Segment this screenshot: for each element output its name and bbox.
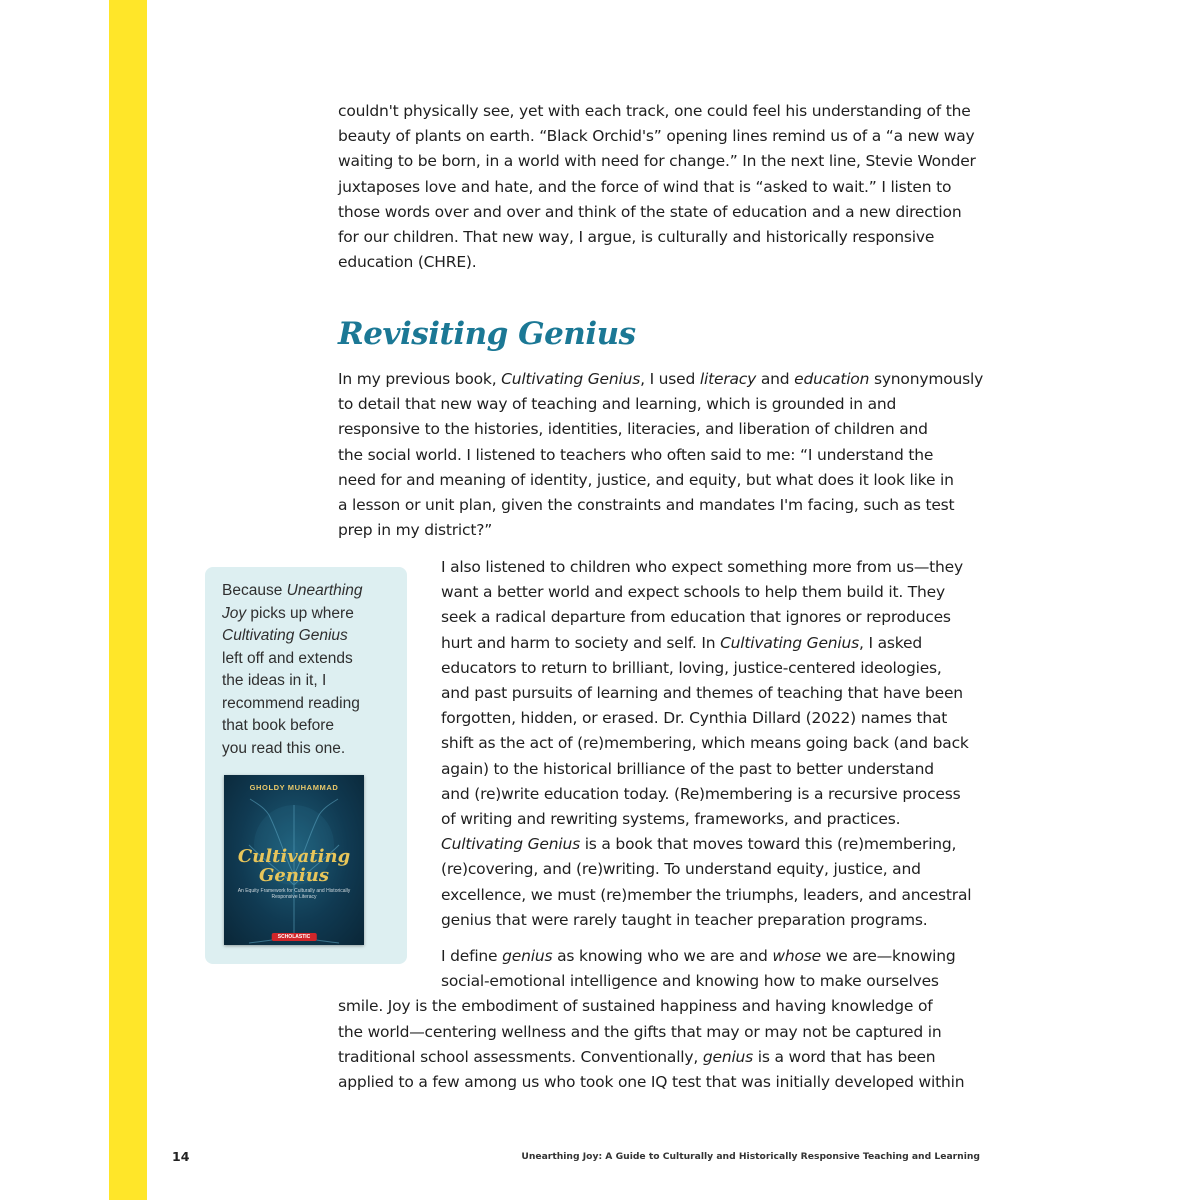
paragraph-previous-book xyxy=(338,367,988,543)
cover-title xyxy=(224,847,364,885)
italic-text: Unearthing xyxy=(286,582,363,599)
text-run: hurt and harm to society and self. In xyxy=(441,633,721,652)
text-run: applied to a few among us who took one IQ test that was initially developed within xyxy=(338,1073,965,1092)
italic-text: education xyxy=(794,370,870,388)
text-run: that book before xyxy=(222,717,335,734)
text-run: recommend reading xyxy=(222,694,360,712)
text-run: left off and extends xyxy=(222,649,353,667)
text-line xyxy=(441,883,1001,908)
text-run: genius that were rarely taught in teacher preparation programs. xyxy=(441,910,928,929)
sidebar-note xyxy=(222,580,402,760)
text-line: for our children. That new way, I argue, is culturally and historically responsive xyxy=(338,228,935,247)
text-run: a lesson or unit plan, given the constraints and mandates I'm facing, such as test xyxy=(338,496,955,515)
text-line xyxy=(338,969,998,994)
text-line xyxy=(441,857,1001,882)
text-run: again) to the historical brilliance of the past to better understand xyxy=(441,759,934,778)
text-line xyxy=(441,681,1001,706)
text-line: those words over and over and think of the state of education and a new direction xyxy=(338,202,962,221)
text-line xyxy=(338,944,998,969)
text-line xyxy=(338,443,988,468)
text-line xyxy=(222,693,402,716)
text-run: and xyxy=(756,370,795,388)
text-run: we are—knowing xyxy=(820,947,956,965)
opening-paragraph xyxy=(338,99,988,275)
text-line xyxy=(222,625,402,648)
text-line xyxy=(441,832,1001,857)
text-line xyxy=(222,648,402,671)
text-line: education (CHRE). xyxy=(338,253,477,272)
text-run: the ideas in it, I xyxy=(222,672,327,689)
text-run: responsive to the histories, identities, literacies, and liberation of children and xyxy=(338,420,928,439)
italic-text: Cultivating Genius xyxy=(501,370,641,388)
italic-text: genius xyxy=(702,1047,754,1066)
text-line xyxy=(441,631,1001,656)
text-line xyxy=(441,757,1001,782)
text-run: smile. Joy is the embodiment of sustained happiness and having knowledge of xyxy=(338,997,933,1016)
text-run: I also listened to children who expect something more from us—they xyxy=(441,558,963,576)
cover-author: GHOLDY MUHAMMAD xyxy=(249,783,339,792)
text-run: social-emotional intelligence and knowing how to make ourselves xyxy=(441,972,939,991)
text-line xyxy=(222,738,402,761)
text-line xyxy=(441,782,1001,807)
text-line xyxy=(338,1070,998,1095)
text-line xyxy=(441,605,1001,630)
italic-text: Cultivating Genius xyxy=(222,627,348,644)
text-run: prep in my district?” xyxy=(338,521,493,540)
text-line xyxy=(441,555,1001,580)
italic-text: Cultivating Genius xyxy=(720,633,860,652)
cover-title-line: Genius xyxy=(259,865,329,886)
text-line xyxy=(338,417,988,442)
text-line: waiting to be born, in a world with need for change.” In the next line, Stevie Wonder xyxy=(338,152,976,171)
text-run: excellence, we must (re)member the triumphs, leaders, and ancestral xyxy=(441,885,972,904)
italic-text: Cultivating Genius xyxy=(441,835,580,854)
italic-text: whose xyxy=(772,947,821,965)
text-run: and (re)write education today. (Re)membering is a recursive process xyxy=(441,784,961,803)
book-cover-image xyxy=(224,775,364,945)
text-run: the world—centering wellness and the gifts that may or may not be captured in xyxy=(338,1022,942,1041)
text-line xyxy=(441,706,1001,731)
text-run: synonymously xyxy=(869,370,984,388)
text-line xyxy=(338,468,988,493)
text-run: In my previous book, xyxy=(338,370,502,388)
text-run: , I asked xyxy=(859,633,922,652)
text-line: beauty of plants on earth. “Black Orchid's” opening lines remind us of a “a new way xyxy=(338,127,975,146)
text-run: I define xyxy=(441,947,503,965)
text-run: (re)covering, and (re)writing. To understand equity, justice, and xyxy=(441,860,921,879)
text-line xyxy=(441,731,1001,756)
text-line xyxy=(441,580,1001,605)
text-line xyxy=(222,580,402,603)
section-heading: Revisiting Genius xyxy=(338,316,636,352)
text-line xyxy=(338,994,998,1019)
cover-subtitle: An Equity Framework for Culturally and Historically Responsive Literacy xyxy=(237,888,351,900)
text-run: want a better world and expect schools to help them build it. They xyxy=(441,583,945,602)
text-line xyxy=(441,908,1001,933)
paragraph-children xyxy=(441,555,1001,933)
text-run: educators to return to brilliant, loving, justice-centered ideologies, xyxy=(441,658,942,677)
yellow-spine-bar xyxy=(109,0,147,1200)
italic-text: Joy xyxy=(222,604,247,622)
text-line xyxy=(222,603,402,626)
text-run: need for and meaning of identity, justice, and equity, but what does it look like in xyxy=(338,470,954,489)
text-line xyxy=(338,367,988,392)
text-line xyxy=(338,493,988,518)
text-line xyxy=(441,807,1001,832)
running-footer: Unearthing Joy: A Guide to Culturally and Historically Responsive Teaching and Learning xyxy=(521,1151,980,1162)
text-run: you read this one. xyxy=(222,739,346,757)
text-run: picks up where xyxy=(246,604,354,622)
text-line xyxy=(222,715,402,738)
paragraph-define-genius xyxy=(338,944,998,1095)
text-run: , I used xyxy=(640,370,700,388)
text-run: and past pursuits of learning and themes of teaching that have been xyxy=(441,684,963,703)
text-run: is a word that has been xyxy=(753,1047,936,1066)
text-line xyxy=(338,518,988,543)
text-run: traditional school assessments. Conventionally, xyxy=(338,1047,703,1066)
text-line xyxy=(338,1020,998,1045)
text-run: of writing and rewriting systems, frameworks, and practices. xyxy=(441,810,901,829)
text-line xyxy=(222,670,402,693)
publisher-logo: SCHOLASTIC xyxy=(272,933,317,941)
text-line xyxy=(338,1045,998,1070)
text-run: shift as the act of (re)membering, which means going back (and back xyxy=(441,734,969,753)
text-run: as knowing who we are and xyxy=(552,947,773,965)
italic-text: literacy xyxy=(699,370,757,388)
page-number: 14 xyxy=(172,1149,190,1164)
text-line xyxy=(441,656,1001,681)
text-line xyxy=(338,392,988,417)
text-run: seek a radical departure from education that ignores or reproduces xyxy=(441,608,951,627)
italic-text: genius xyxy=(502,947,553,965)
text-run: the social world. I listened to teachers who often said to me: “I understand the xyxy=(338,445,934,464)
text-run: Because xyxy=(222,582,287,599)
text-run: forgotten, hidden, or erased. Dr. Cynthia Dillard (2022) names that xyxy=(441,709,948,728)
text-line: couldn't physically see, yet with each track, one could feel his understanding of the xyxy=(338,102,971,120)
text-line: juxtaposes love and hate, and the force of wind that is “asked to wait.” I listen to xyxy=(338,177,952,196)
cover-title-line: Cultivating xyxy=(237,846,351,867)
text-run: to detail that new way of teaching and learning, which is grounded in and xyxy=(338,395,897,414)
text-run: is a book that moves toward this (re)membering, xyxy=(579,835,957,854)
